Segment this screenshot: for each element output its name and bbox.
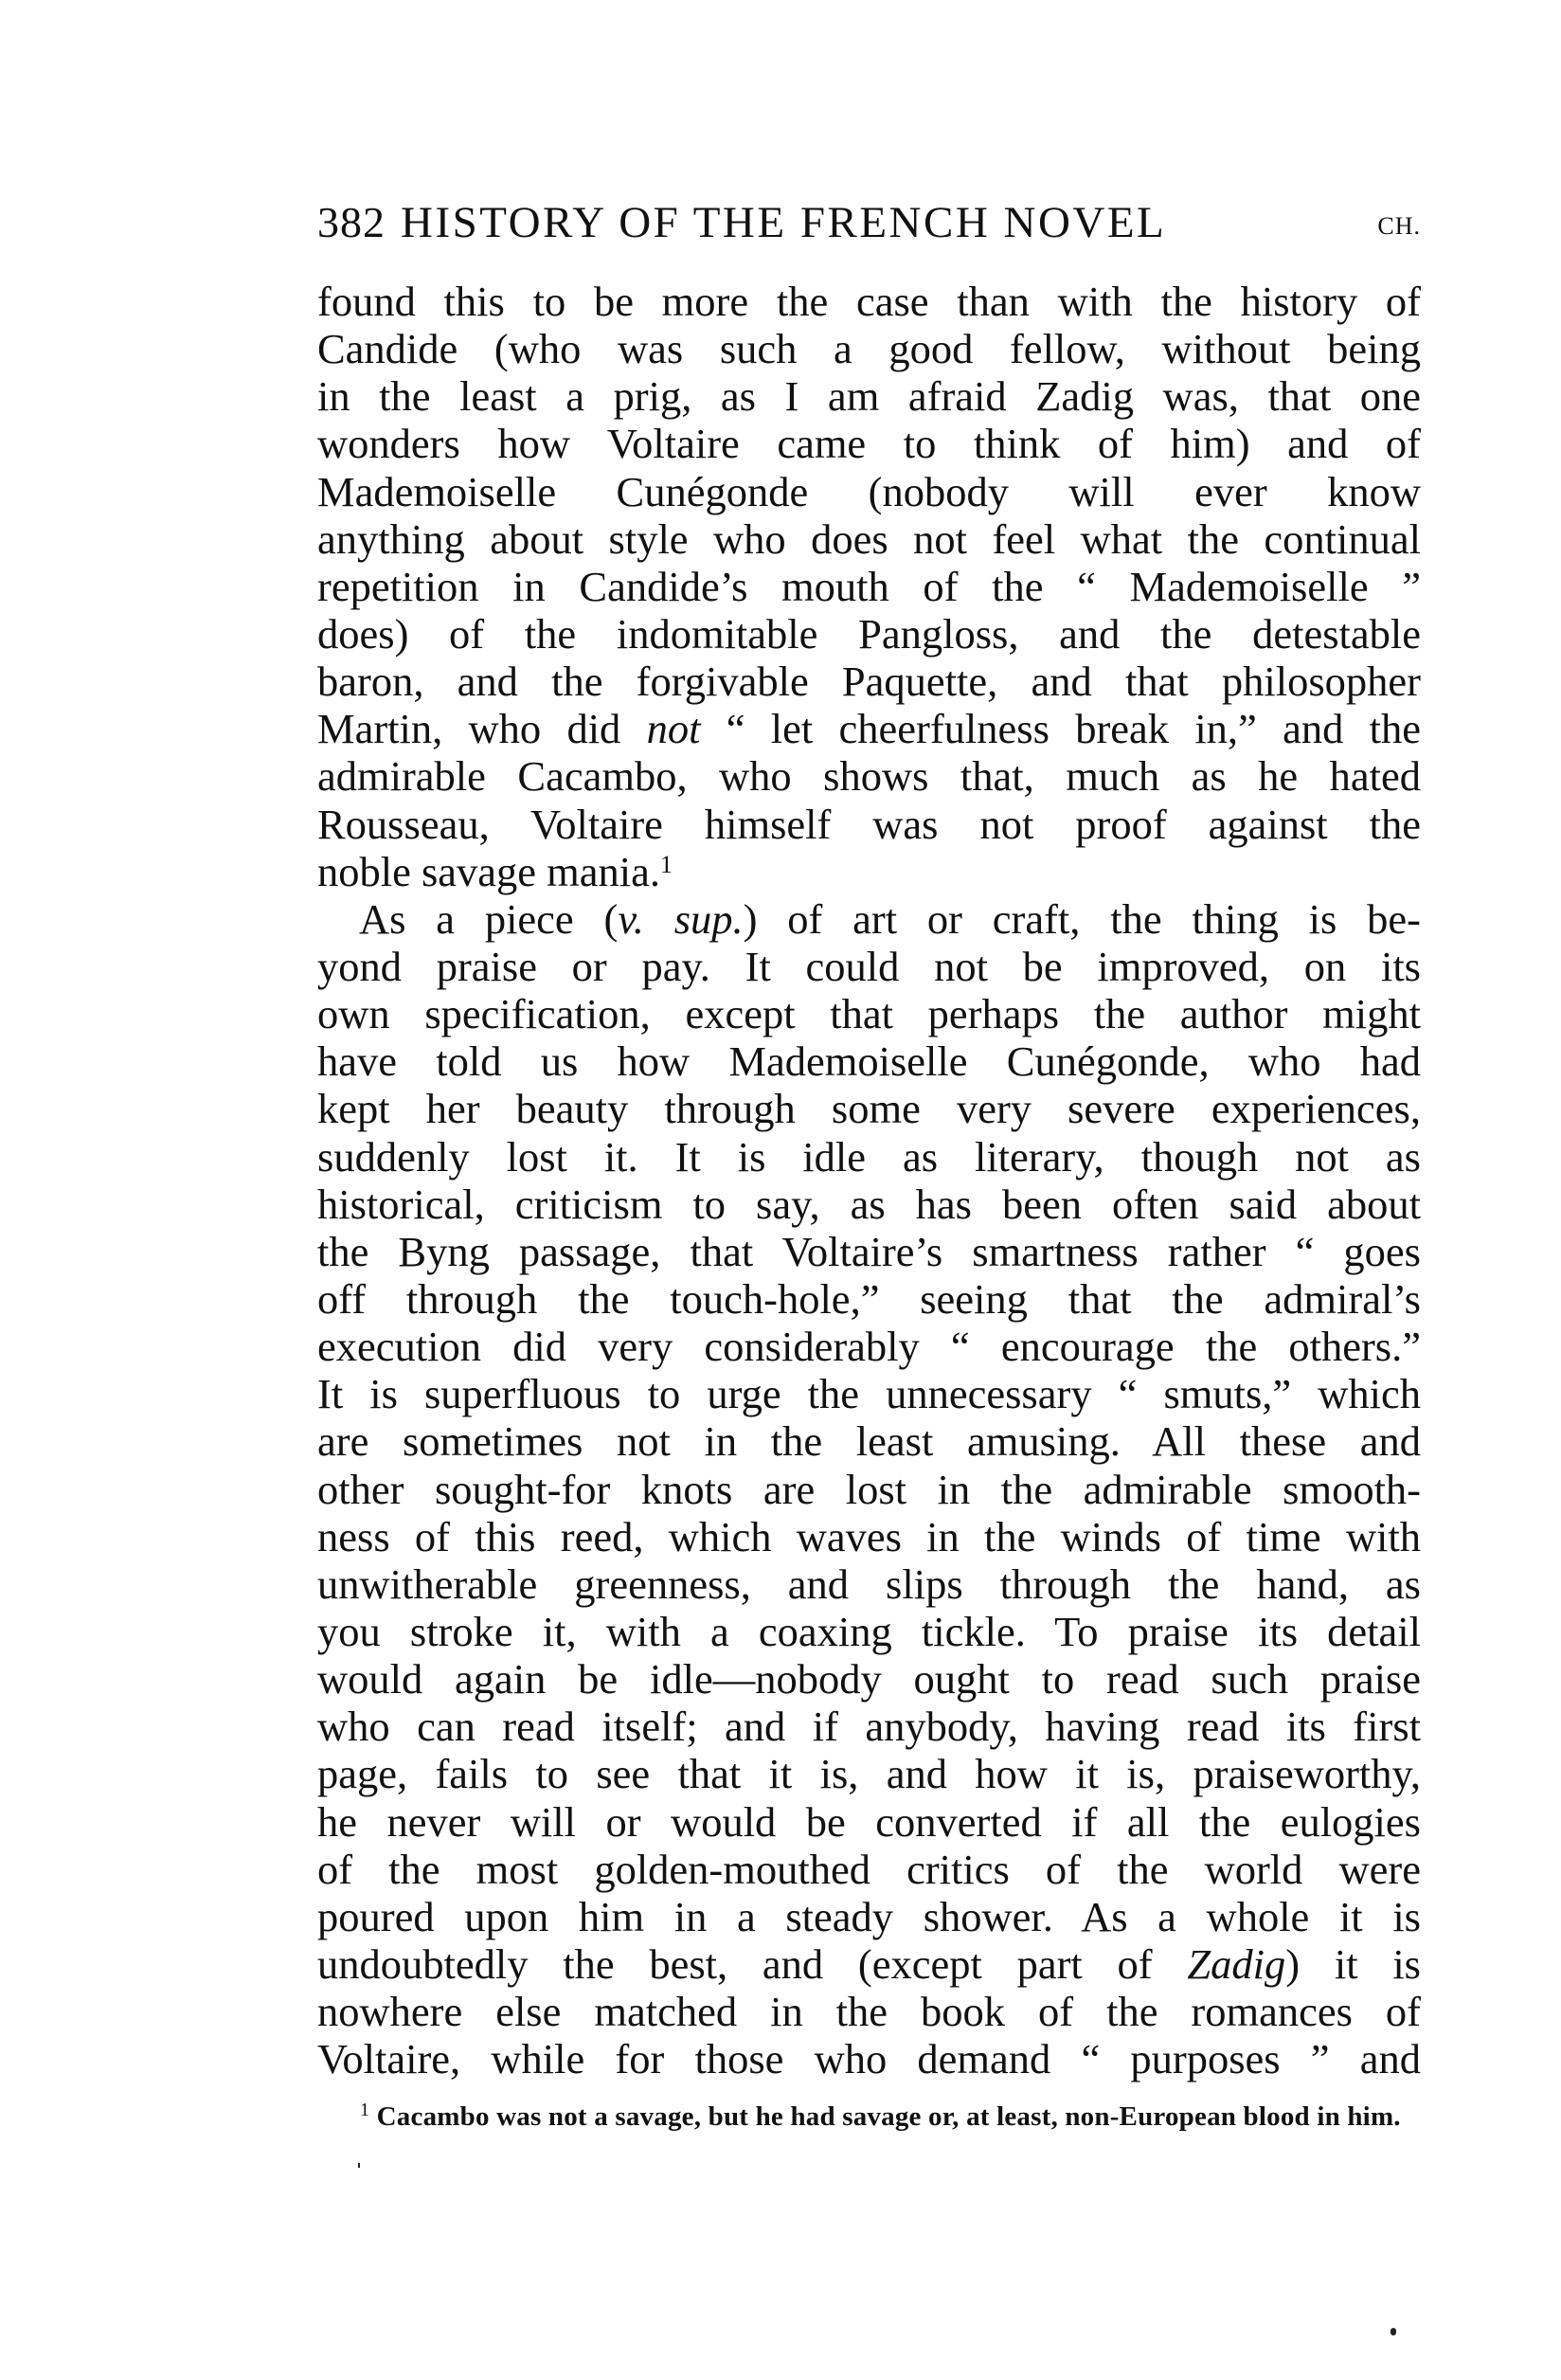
chapter-abbrev: CH. xyxy=(1377,212,1421,240)
text-line xyxy=(317,990,1421,1037)
text-line xyxy=(317,1750,1421,1797)
text-run: As a piece ( xyxy=(359,894,619,943)
text-run: noble savage mania. xyxy=(317,847,661,895)
text-line xyxy=(317,943,1421,990)
text-run: yond praise or pay. It could not be improved, on its xyxy=(317,942,1421,990)
text-line xyxy=(317,468,1421,515)
text-run: baron, and the forgivable Paquette, and that philosopher xyxy=(317,658,1421,706)
text-line xyxy=(317,1085,1421,1132)
footnote-marker: 1 xyxy=(360,2100,370,2120)
text-run: Voltaire, while for those who demand “ purposes ” and xyxy=(317,2035,1421,2083)
text-line xyxy=(317,515,1421,563)
running-title: HISTORY OF THE FRENCH NOVEL xyxy=(401,198,1167,247)
print-speck xyxy=(1391,2328,1396,2335)
text-line xyxy=(317,1940,1421,1988)
text-run: own specification, except that perhaps the author might xyxy=(317,990,1421,1038)
text-line xyxy=(317,1323,1421,1370)
text-run: would again be idle—nobody ought to read such praise xyxy=(317,1655,1421,1704)
footnote-reference: 1 xyxy=(660,850,673,878)
text-run: unwitherable greenness, and slips through the hand, as xyxy=(317,1560,1421,1608)
text-run: off through the touch-hole,” seeing that the admiral’s xyxy=(317,1274,1421,1323)
text-run: are sometimes not in the least amusing. All these and xyxy=(317,1417,1421,1466)
text-line xyxy=(317,420,1421,467)
text-run: Candide (who was such a good fellow, without being xyxy=(317,325,1421,373)
text-line xyxy=(317,372,1421,420)
text-line xyxy=(317,705,1421,752)
italic-text: not xyxy=(646,705,701,753)
running-header xyxy=(317,194,1421,251)
italic-text: Zadig xyxy=(1187,1939,1286,1988)
text-run: ) it is xyxy=(1285,1939,1422,1988)
text-run: page, fails to see that it is, and how it is, praiseworthy, xyxy=(317,1750,1421,1798)
page-number: 382 xyxy=(317,198,386,246)
text-line xyxy=(317,1893,1421,1940)
text-run: other sought-for knots are lost in the admirable smooth- xyxy=(317,1465,1421,1513)
text-run: repetition in Candide’s mouth of the “ Mademoiselle ” xyxy=(317,562,1421,610)
text-line xyxy=(317,1417,1421,1465)
text-line xyxy=(317,895,1421,943)
text-run: the Byng passage, that Voltaire’s smartness rather “ goes xyxy=(317,1227,1421,1275)
text-run: suddenly lost it. It is idle as literary, though not as xyxy=(317,1132,1421,1181)
text-line xyxy=(317,610,1421,658)
text-run: “ let cheerfulness break in,” and the xyxy=(700,705,1421,753)
text-run: of the most golden-mouthed critics of the world were xyxy=(317,1845,1421,1893)
text-run: anything about style who does not feel what the continual xyxy=(317,514,1421,563)
text-line xyxy=(317,1560,1421,1608)
text-line xyxy=(317,801,1421,848)
text-line xyxy=(317,658,1421,705)
text-line xyxy=(317,848,1421,895)
text-run: ness of this reed, which waves in the winds of time with xyxy=(317,1512,1421,1560)
text-run: does) of the indomitable Pangloss, and the detestable xyxy=(317,609,1421,658)
text-run: in the least a prig, as I am afraid Zadig was, that one xyxy=(317,372,1421,421)
text-run: found this to be more the case than with the history of xyxy=(317,278,1421,325)
text-line xyxy=(317,1513,1421,1560)
text-run: poured upon him in a steady shower. As a whole it is xyxy=(317,1892,1421,1940)
text-run: Rousseau, Voltaire himself was not proof against the xyxy=(317,800,1421,848)
text-line xyxy=(317,325,1421,372)
italic-text: v. sup. xyxy=(618,894,744,943)
text-line xyxy=(317,2035,1421,2082)
text-run: nowhere else matched in the book of the romances of xyxy=(317,1988,1421,2036)
text-run: undoubtedly the best, and (except part of xyxy=(317,1939,1188,1988)
text-line xyxy=(317,278,1421,325)
text-run: execution did very considerably “ encourage the others.” xyxy=(317,1323,1421,1371)
text-line xyxy=(317,1798,1421,1846)
text-run: you stroke it, with a coaxing tickle. To praise its detail xyxy=(317,1607,1421,1655)
text-line xyxy=(317,1037,1421,1085)
text-run: kept her beauty through some very severe experiences, xyxy=(317,1085,1421,1133)
text-line xyxy=(317,1370,1421,1417)
text-run: historical, criticism to say, as has been often said about xyxy=(317,1180,1421,1228)
text-run: have told us how Mademoiselle Cunégonde, who had xyxy=(317,1037,1421,1086)
text-line xyxy=(317,1228,1421,1275)
text-line xyxy=(317,1655,1421,1703)
text-run: wonders how Voltaire came to think of him) and of xyxy=(317,420,1421,468)
text-line xyxy=(317,1133,1421,1181)
text-line xyxy=(317,1466,1421,1513)
text-line xyxy=(317,752,1421,800)
text-run: he never will or would be converted if all the eulogies xyxy=(317,1797,1421,1846)
footnote xyxy=(360,2098,1449,2136)
text-line xyxy=(317,1703,1421,1750)
text-run: Mademoiselle Cunégonde (nobody will ever know xyxy=(317,467,1421,515)
text-run: Martin, who did xyxy=(317,705,647,753)
text-run: It is superfluous to urge the unnecessary “ smuts,” which xyxy=(317,1370,1421,1418)
text-line xyxy=(317,563,1421,610)
text-run: admirable Cacambo, who shows that, much as he hated xyxy=(317,752,1421,801)
print-speck xyxy=(358,2163,360,2168)
text-line xyxy=(317,1181,1421,1228)
text-run: ) of art or craft, the thing is be- xyxy=(743,894,1421,943)
footnote-text: Cacambo was not a savage, but he had savage or, at least, non-European blood in him. xyxy=(376,2101,1401,2132)
text-line xyxy=(317,1608,1421,1655)
text-line xyxy=(317,1846,1421,1893)
text-line xyxy=(317,1275,1421,1323)
body-text xyxy=(317,278,1421,2082)
text-line xyxy=(317,1988,1421,2035)
text-run: who can read itself; and if anybody, having read its first xyxy=(317,1703,1421,1751)
